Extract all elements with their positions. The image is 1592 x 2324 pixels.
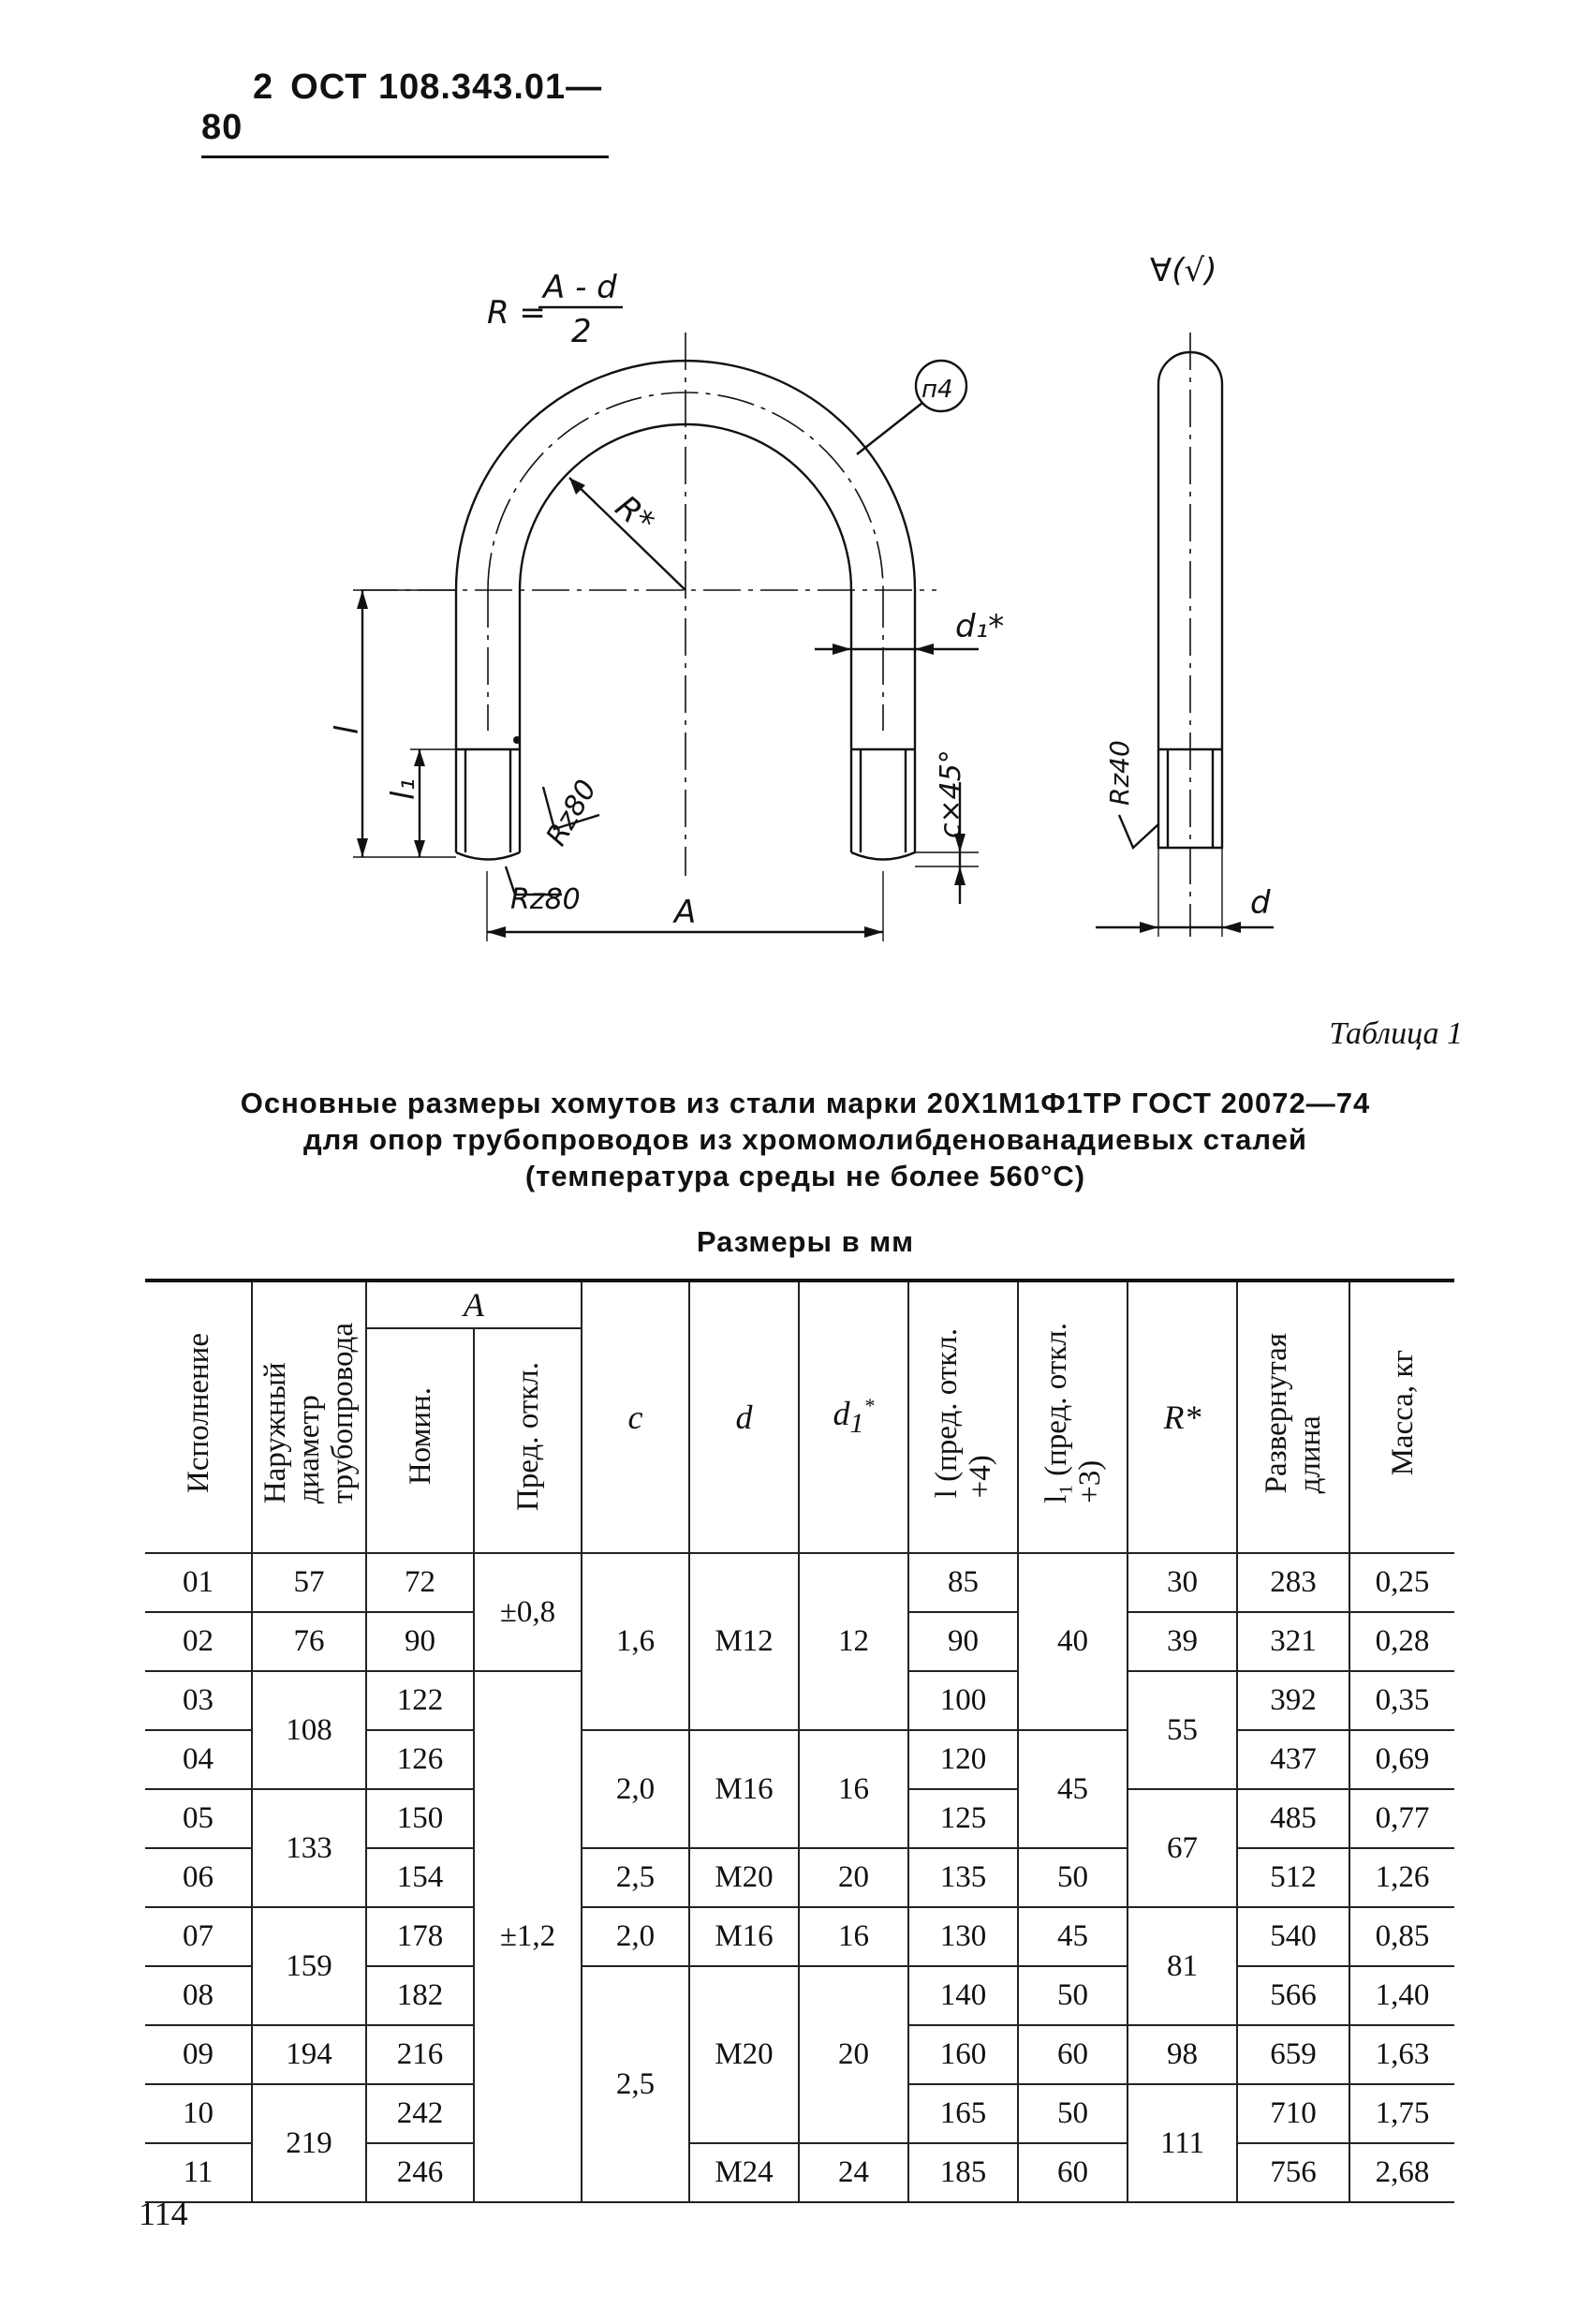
u-bolt-thread-line-left <box>465 749 510 852</box>
cell-d: M20 <box>689 1966 799 2143</box>
cell-A-tolerance: ±1,2 <box>474 1671 582 2202</box>
cell-l1: 50 <box>1018 2084 1128 2143</box>
cell-length: 710 <box>1237 2084 1349 2143</box>
cell-diameter: 219 <box>252 2084 366 2202</box>
cell-l: 165 <box>908 2084 1018 2143</box>
cell-mass: 1,26 <box>1349 1848 1454 1907</box>
cell-R: 111 <box>1128 2084 1237 2202</box>
cell-d: M24 <box>689 2143 799 2202</box>
cell-execution: 03 <box>145 1671 252 1730</box>
header-standard-code: ОСТ 108.343.01—80 <box>201 67 603 147</box>
cell-execution: 02 <box>145 1612 252 1671</box>
chamfer-label: c×45° <box>935 749 967 838</box>
cell-d1: 12 <box>799 1553 908 1730</box>
cell-d1: 16 <box>799 1730 908 1848</box>
cell-diameter: 57 <box>252 1553 366 1612</box>
cell-A-nominal: 216 <box>366 2025 474 2084</box>
caption-line: для опор трубопроводов из хромомолибденованадиевых сталей <box>303 1123 1307 1156</box>
formula-lhs: R = <box>487 294 546 332</box>
radius-label: R* <box>608 488 662 542</box>
cell-diameter: 133 <box>252 1789 366 1907</box>
cell-l: 185 <box>908 2143 1018 2202</box>
cell-mass: 0,85 <box>1349 1907 1454 1966</box>
header-A: A <box>366 1280 582 1328</box>
cell-length: 566 <box>1237 1966 1349 2025</box>
cell-execution: 08 <box>145 1966 252 2025</box>
cell-length: 321 <box>1237 1612 1349 1671</box>
cell-l1: 45 <box>1018 1730 1128 1848</box>
cell-R: 55 <box>1128 1671 1237 1789</box>
caption-line: (температура среды не более 560°С) <box>524 1160 1086 1192</box>
units-note: Размеры в мм <box>696 1225 915 1258</box>
cell-length: 392 <box>1237 1671 1349 1730</box>
cell-mass: 2,68 <box>1349 2143 1454 2202</box>
cell-l1: 50 <box>1018 1848 1128 1907</box>
cell-length: 659 <box>1237 2025 1349 2084</box>
dimension-A: A <box>674 894 697 931</box>
cell-A-nominal: 246 <box>366 2143 474 2202</box>
cell-execution: 05 <box>145 1789 252 1848</box>
cell-R: 39 <box>1128 1612 1237 1671</box>
cell-execution: 01 <box>145 1553 252 1612</box>
u-bolt-thread-line-right <box>861 749 906 852</box>
cell-mass: 0,69 <box>1349 1730 1454 1789</box>
cell-mass: 0,35 <box>1349 1671 1454 1730</box>
cell-l1: 60 <box>1018 2025 1128 2084</box>
cell-l1: 60 <box>1018 2143 1128 2202</box>
cell-length: 283 <box>1237 1553 1349 1612</box>
cell-mass: 0,77 <box>1349 1789 1454 1848</box>
cell-length: 756 <box>1237 2143 1349 2202</box>
cell-l: 130 <box>908 1907 1018 1966</box>
cell-d: M12 <box>689 1553 799 1730</box>
cell-c: 2,0 <box>582 1907 689 1966</box>
cell-mass: 0,28 <box>1349 1612 1454 1671</box>
cell-l1: 45 <box>1018 1907 1128 1966</box>
cell-A-nominal: 242 <box>366 2084 474 2143</box>
cell-mass: 1,40 <box>1349 1966 1454 2025</box>
cell-d1: 20 <box>799 1848 908 1907</box>
cell-execution: 09 <box>145 2025 252 2084</box>
cell-A-nominal: 122 <box>366 1671 474 1730</box>
cell-execution: 10 <box>145 2084 252 2143</box>
cell-A-nominal: 126 <box>366 1730 474 1789</box>
cell-mass: 0,25 <box>1349 1553 1454 1612</box>
u-bolt-drawing <box>0 0 1592 993</box>
cell-execution: 11 <box>145 2143 252 2202</box>
header-diameter: Наружный диаметр трубопровода <box>252 1280 366 1553</box>
cell-diameter: 159 <box>252 1907 366 2025</box>
cell-d: M20 <box>689 1848 799 1907</box>
header-l1: l₁ (пред. откл. +3) <box>1018 1280 1128 1553</box>
cell-execution: 06 <box>145 1848 252 1907</box>
cell-c: 2,5 <box>582 1966 689 2202</box>
header-page-number: 2 <box>253 67 274 107</box>
cell-execution: 07 <box>145 1907 252 1966</box>
dimension-l: l <box>329 725 366 734</box>
header-d: d <box>689 1280 799 1553</box>
cell-diameter: 194 <box>252 2025 366 2084</box>
cell-l: 90 <box>908 1612 1018 1671</box>
header-d1: $d_1^*$ <box>799 1280 908 1553</box>
cell-c: 2,0 <box>582 1730 689 1848</box>
roughness-rz40: Rz40 <box>1104 740 1135 806</box>
cell-length: 485 <box>1237 1789 1349 1848</box>
cell-A-tolerance: ±0,8 <box>474 1553 582 1671</box>
caption-line: Основные размеры хомутов из стали марки 20Х1М1Ф1ТР ГОСТ 20072—74 <box>240 1087 1371 1119</box>
table-caption <box>140 1085 1470 1194</box>
page-number: 114 <box>139 2195 188 2232</box>
cell-A-nominal: 182 <box>366 1966 474 2025</box>
cell-mass: 1,63 <box>1349 2025 1454 2084</box>
cell-l: 100 <box>908 1671 1018 1730</box>
cell-length: 437 <box>1237 1730 1349 1789</box>
cell-diameter: 108 <box>252 1671 366 1789</box>
cell-diameter: 76 <box>252 1612 366 1671</box>
cell-R: 30 <box>1128 1553 1237 1612</box>
header-execution: Исполнение <box>145 1280 252 1553</box>
formula-numerator: A - d <box>543 269 617 306</box>
n4-leader <box>857 403 922 454</box>
cell-l: 85 <box>908 1553 1018 1612</box>
cell-l: 140 <box>908 1966 1018 2025</box>
cell-d: M16 <box>689 1730 799 1848</box>
roughness-mark: ∀(√) <box>1150 252 1217 289</box>
cell-l: 125 <box>908 1789 1018 1848</box>
formula-denominator: 2 <box>571 313 592 350</box>
cell-A-nominal: 90 <box>366 1612 474 1671</box>
cell-l1: 50 <box>1018 1966 1128 2025</box>
roughness-rz80-b: Rz80 <box>510 883 581 916</box>
cell-length: 540 <box>1237 1907 1349 1966</box>
cell-l1: 40 <box>1018 1553 1128 1730</box>
cell-A-nominal: 178 <box>366 1907 474 1966</box>
cell-length: 512 <box>1237 1848 1349 1907</box>
header-mass: Масса, кг <box>1349 1280 1454 1553</box>
cell-d: M16 <box>689 1907 799 1966</box>
header-A-nominal: Номин. <box>366 1328 474 1553</box>
cell-R: 81 <box>1128 1907 1237 2025</box>
dimension-l1: l₁ <box>385 777 422 800</box>
cell-A-nominal: 150 <box>366 1789 474 1848</box>
cell-l: 135 <box>908 1848 1018 1907</box>
cell-A-nominal: 72 <box>366 1553 474 1612</box>
cell-d1: 16 <box>799 1907 908 1966</box>
cell-A-nominal: 154 <box>366 1848 474 1907</box>
header-l: l (пред. откл. +4) <box>908 1280 1018 1553</box>
roughness-rz80-a: Rz80 <box>539 774 604 851</box>
dimension-d: d <box>1250 884 1271 922</box>
header-R: R* <box>1128 1280 1237 1553</box>
table-row <box>145 1907 1454 1966</box>
cell-R: 98 <box>1128 2025 1237 2084</box>
table-label: Таблица 1 <box>1329 1016 1463 1051</box>
cell-c: 2,5 <box>582 1848 689 1907</box>
cell-d1: 24 <box>799 2143 908 2202</box>
surface-n4-label: п4 <box>921 376 953 404</box>
dimensions-table <box>145 1279 1454 2203</box>
header-c: c <box>582 1280 689 1553</box>
cell-mass: 1,75 <box>1349 2084 1454 2143</box>
cell-R: 67 <box>1128 1789 1237 1907</box>
dimension-d1: d₁* <box>955 608 1005 645</box>
cell-execution: 04 <box>145 1730 252 1789</box>
cell-c: 1,6 <box>582 1553 689 1730</box>
cell-d1: 20 <box>799 1966 908 2143</box>
header-A-tolerance: Пред. откл. <box>474 1328 582 1553</box>
table-row <box>145 1553 1454 1612</box>
header-length: Развернутая длина <box>1237 1280 1349 1553</box>
cell-l: 160 <box>908 2025 1018 2084</box>
cell-l: 120 <box>908 1730 1018 1789</box>
